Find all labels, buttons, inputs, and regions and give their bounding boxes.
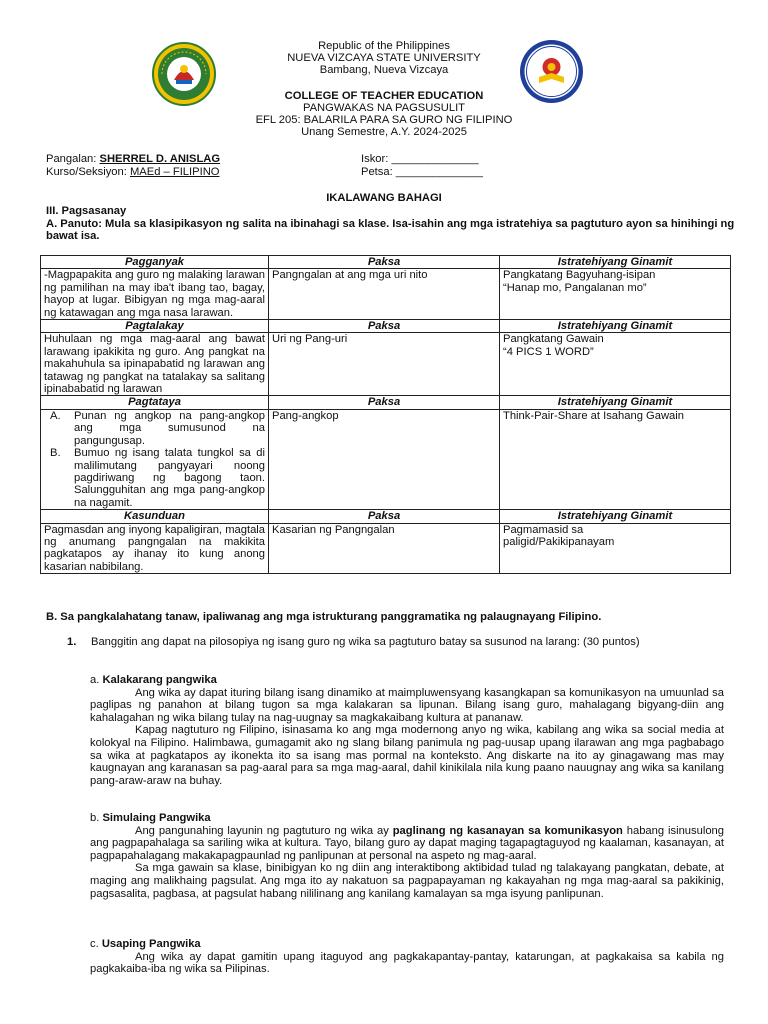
pagtataya-paksa: Pang-angkop — [269, 409, 500, 509]
header-pagganyak: Pagganyak — [41, 256, 269, 269]
kasunduan-strategy — [500, 523, 731, 574]
date-label: Petsa: — [361, 165, 393, 178]
part-title: IKALAWANG BAHAGI — [326, 192, 442, 204]
strategy-table — [40, 255, 731, 574]
section-c — [90, 938, 724, 976]
header-paksa: Paksa — [269, 256, 500, 269]
pagganyak-strategy — [500, 269, 731, 320]
header-istratehiya: Istratehiyang Ginamit — [500, 510, 731, 523]
item-marker: A. — [50, 409, 61, 422]
strategy-line: Pangkatang Gawain — [503, 333, 604, 346]
date-value: ______________ — [395, 165, 483, 178]
header-istratehiya: Istratehiyang Ginamit — [500, 396, 731, 409]
bold-phrase: paglinang ng kasanayan sa komunikasyon — [392, 824, 623, 837]
pagganyak-paksa: Pangngalan at ang mga uri nito — [269, 269, 500, 320]
section-title: Usaping Pangwika — [101, 938, 201, 950]
text-run: Ang pangunahing layunin ng pagtuturo ng wika ay — [135, 824, 393, 837]
pagtalakay-paksa: Uri ng Pang-uri — [269, 333, 500, 396]
paragraph: Sa mga gawain sa klase, binibigyan ko ng diin ang interaktibong aktibidad tulad ng talakayang pangkatan, debate, at maging ang malikhaing pagsulat. Ang mga ito ay nakatuon sa pagpapayaman ng kakayahan ng mga mag-aaral sa pakikinig, pagsasalita, pagbasa, at pagsulat habang nililinang ang kanilang kamalayan sa mga isyung panlipunan. — [90, 862, 724, 900]
item-text: Bumuo ng isang talata tungkol sa di malilimutang pangyayari noong pagdiriwang ng bagong taon. Salungguhitan ang mga pang-angkop na nagamit. — [74, 447, 265, 509]
header-kasunduan: Kasunduan — [41, 510, 269, 523]
list-item — [50, 409, 265, 447]
section-letter: c. — [90, 938, 99, 950]
header-istratehiya: Istratehiyang Ginamit — [500, 256, 731, 269]
section-title: Kalakarang pangwika — [102, 674, 217, 686]
strategy-line: Think-Pair-Share at Isahang Gawain — [503, 409, 684, 422]
pagganyak-text: -Magpapakita ang guro ng malaking larawan ng pamilihan na may iba't ibang tao, bagay, hayop at lugar. Bibigyan ng mga mag-aaral ng katawagan ang mga nasa larawan. — [41, 269, 269, 320]
score-value: ______________ — [391, 153, 479, 165]
strategy-line: “4 PICS 1 WORD” — [503, 345, 594, 358]
question-text: Banggitin ang dapat na pilosopiya ng isang guro ng wika sa pagtuturo batay sa susunod na larang: (30 puntos) — [91, 636, 640, 648]
header-exam: PANGWAKAS NA PAGSUSULIT — [302, 101, 466, 114]
list-item — [50, 447, 265, 509]
paragraph: Kapag nagtuturo ng Filipino, isinasama ko ang mga modernong anyo ng wika, kabilang ang wika sa social media at kolokyal na Filipino. Halimbawa, gumagamit ako ng slang bilang panimula ng pag-uusap upang ilarawan ang mga pagbabago sa wika at pagkatapos ay ikonekta ito sa isang mas pormal na konteksto. Ang diskarte na ito ay ginagawang mas may kaugnayan ang karanasan sa pag-aaral para sa mga mag-aaral, dahil kinikilala nila kung paano nauugnay ang wika sa kanilang pang-araw-araw na buhay. — [90, 724, 724, 787]
paragraph: Ang wika ay dapat gamitin upang itaguyod ang pagkakapantay-pantay, katarungan, at pagkakaisa sa kabila ng pagkakaiba-iba ng wika sa Pilipinas. — [90, 950, 724, 976]
section-title: Simulaing Pangwika — [102, 812, 211, 824]
pagtataya-strategy — [500, 409, 731, 509]
header-paksa: Paksa — [269, 510, 500, 523]
header-pagtalakay: Pagtalakay — [41, 320, 269, 333]
score-label: Iskor: — [361, 153, 389, 165]
paragraph: Ang wika ay dapat ituring bilang isang dinamiko at maimpluwensyang kasangkapan sa komunikasyon na umuunlad sa paglipas ng panahon at bilang tugon sa mga kalakaran sa lipunan. Bilang isang guro, mahalagang bigyang-diin ang kahalagahan ng wika bilang tulay na nag-uugnay sa magkakaibang kultura at pananaw. — [90, 686, 724, 724]
header-location: Bambang, Nueva Vizcaya — [319, 64, 449, 77]
section-letter: b. — [90, 812, 100, 824]
header-college: COLLEGE OF TEACHER EDUCATION — [284, 89, 484, 102]
header-course: EFL 205: BALARILA PARA SA GURO NG FILIPINO — [255, 114, 513, 127]
part-b-heading: B. Sa pangkalahatang tanaw, ipaliwanag ang mga istrukturang panggramatika ng palaugnayang Filipino. — [46, 611, 602, 623]
strategy-line: Pangkatang Bagyuhang-isipan — [503, 269, 656, 282]
section-title: III. Pagsasanay — [46, 205, 127, 217]
header-republic: Republic of the Philippines — [318, 40, 450, 52]
instruction-a: A. Panuto: Mula sa klasipikasyon ng salita na ibinahagi sa klase. Isa-isahin ang mga istratehiya sa pagtuturo ayon sa hinihingi ng bawat isa. — [46, 217, 735, 243]
pagtataya-text — [41, 409, 269, 509]
header-paksa: Paksa — [269, 320, 500, 333]
strategy-line: Pagmamasid sa — [503, 523, 584, 536]
strategy-line: “Hanap mo, Pangalanan mo” — [503, 281, 647, 294]
pagtalakay-text: Huhulaan ng mga mag-aaral ang bawat larawang ipakikita ng guro. Ang pangkat na makahuhula sa ipinapabatid ng larawan ang tatawag ng pangkat na tatalakay sa salitang ipinababatid ng larawan — [41, 333, 269, 396]
kasunduan-paksa: Kasarian ng Pangngalan — [269, 523, 500, 574]
name-label: Pangalan: — [46, 153, 97, 165]
paragraph — [90, 825, 724, 863]
item-text: Punan ng angkop na pang-angkop ang mga sumusunod na pangungusap. — [74, 409, 265, 447]
strategy-line: paligid/Pakikipanayam — [503, 535, 615, 548]
header-istratehiya: Istratehiyang Ginamit — [500, 320, 731, 333]
instructions — [46, 205, 736, 243]
header-semester: Unang Semestre, A.Y. 2024-2025 — [301, 126, 467, 139]
pagtalakay-strategy — [500, 333, 731, 396]
name-value: SHERREL D. ANISLAG — [99, 153, 221, 165]
kasunduan-text: Pagmasdan ang inyong kapaligiran, magtala ng anumang pangngalan na makikita pagkatapos ay ihanay ito kung anong kasarian nabibilang. — [41, 523, 269, 574]
section-b — [90, 812, 724, 900]
student-info — [46, 153, 726, 178]
header-university: NUEVA VIZCAYA STATE UNIVERSITY — [287, 52, 481, 65]
header-paksa: Paksa — [269, 396, 500, 409]
text-run: habang isinusulong ang pagpapahalaga sa sariling wika at kultura. Tayo, bilang guro ay dapat maging tagapagtaguyod ng kaalaman, kasanayan, at pagpapahalagang makakapagpaunlad ng panlipunan at personal na aspeto ng mag-aaral. — [90, 824, 724, 862]
document-header — [0, 40, 768, 138]
section-letter: a. — [90, 674, 100, 686]
header-pagtataya: Pagtataya — [41, 396, 269, 409]
course-label: Kurso/Seksiyon: — [46, 165, 127, 178]
section-a — [90, 674, 724, 787]
course-value: MAEd – FILIPINO — [129, 165, 220, 178]
question-number: 1. — [67, 636, 77, 648]
item-marker: B. — [50, 447, 61, 460]
